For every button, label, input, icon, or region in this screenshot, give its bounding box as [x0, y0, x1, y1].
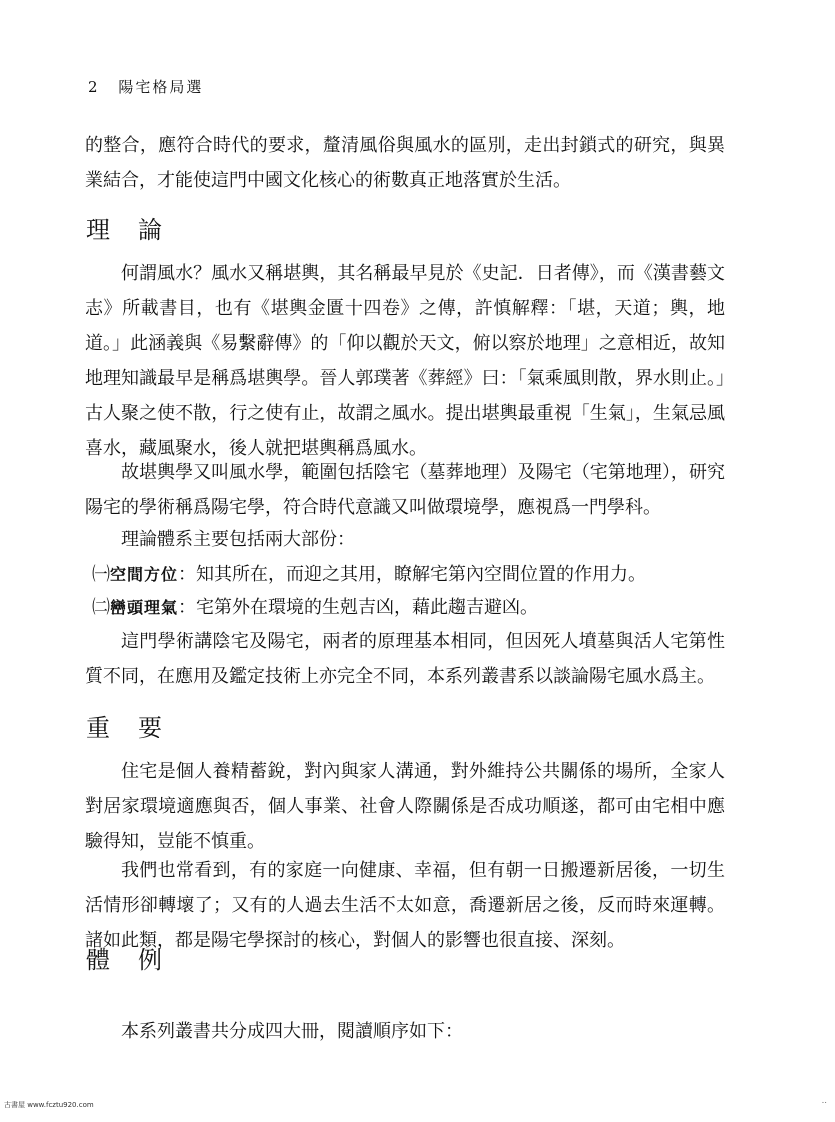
- list-term: 巒頭理氣: [110, 598, 179, 617]
- format-paragraph-1: 本系列叢書共分成四大冊，閱讀順序如下：: [121, 1021, 463, 1042]
- section-heading-importance: 重要: [86, 714, 190, 742]
- list-marker: ㈡: [92, 597, 110, 618]
- section-heading-theory: 理論: [86, 216, 190, 244]
- importance-paragraph-2: 我們也常看到，有的家庭一向健康、幸福，但有朝一日搬遷新居後，一切生活情形卻轉壞了；又有的人過去生活不太如意，喬遷新居之後，反而時來運轉。諸如此類，都是陽宅學探討的核心，對個人的影響也很直接、深刻。: [85, 860, 725, 951]
- theory-closing-paragraph: 這門學術講陰宅及陽宅，兩者的原理基本相同，但因死人墳墓與活人宅第性質不同，在應用及鑑定技術上亦完全不同，本系列叢書系以談論陽宅風水爲主。: [85, 631, 725, 687]
- theory-paragraph-2: 故堪輿學又叫風水學，範圍包括陰宅（墓葬地理）及陽宅（宅第地理），研究陽宅的學術稱爲陽宅學，符合時代意識又叫做環境學，應視爲一門學科。: [85, 462, 725, 518]
- page-number: 2: [88, 78, 100, 96]
- list-marker: ㈠: [92, 564, 110, 585]
- theory-paragraph-1: 何謂風水？風水又稱堪輿，其名稱最早見於《史記．日者傳》，而《漢書藝文志》所載書目，也有《堪輿金匱十四卷》之傳，許慎解釋：「堪，天道；輿，地道。」此涵義與《易繫辭傳》的「仰以觀於天文，俯以察於地理」之意相近，故知地理知識最早是稱爲堪輿學。晉人郭璞著《葬經》曰：「氣乘風則散，界水則止。」古人聚之使不散，行之使有止，故謂之風水。提出堪輿最重視「生氣」，生氣忌風喜水，藏風聚水，後人就把堪輿稱爲風水。: [85, 263, 725, 459]
- list-text: ：知其所在，而迎之其用，瞭解宅第內空間位置的作用力。: [178, 564, 647, 585]
- section-heading-format: 體例: [86, 946, 190, 974]
- theory-paragraph-3: 理論體系主要包括兩大部份：: [121, 529, 355, 550]
- footer-watermark: 古書屋 www.fcztu920.com: [4, 1101, 94, 1109]
- importance-paragraph-1: 住宅是個人養精蓄銳，對內與家人溝通，對外維持公共關係的場所，全家人對居家環境適應與否，個人事業、社會人際關係是否成功順遂，都可由宅相中應驗得知，豈能不慎重。: [85, 761, 725, 852]
- intro-paragraph: 的整合，應符合時代的要求，釐清風俗與風水的區別，走出封鎖式的研究，與異業結合，才能使這門中國文化核心的術數真正地落實於生活。: [85, 135, 725, 191]
- book-title: 陽宅格局選: [118, 78, 204, 96]
- list-term: 空間方位: [110, 565, 179, 584]
- running-header: [88, 76, 203, 97]
- theory-list-item-1: [92, 557, 732, 592]
- corner-mark: ‥: [821, 1096, 827, 1105]
- theory-list-item-2: [92, 590, 732, 625]
- list-text: ：宅第外在環境的生剋吉凶，藉此趨吉避凶。: [178, 597, 539, 618]
